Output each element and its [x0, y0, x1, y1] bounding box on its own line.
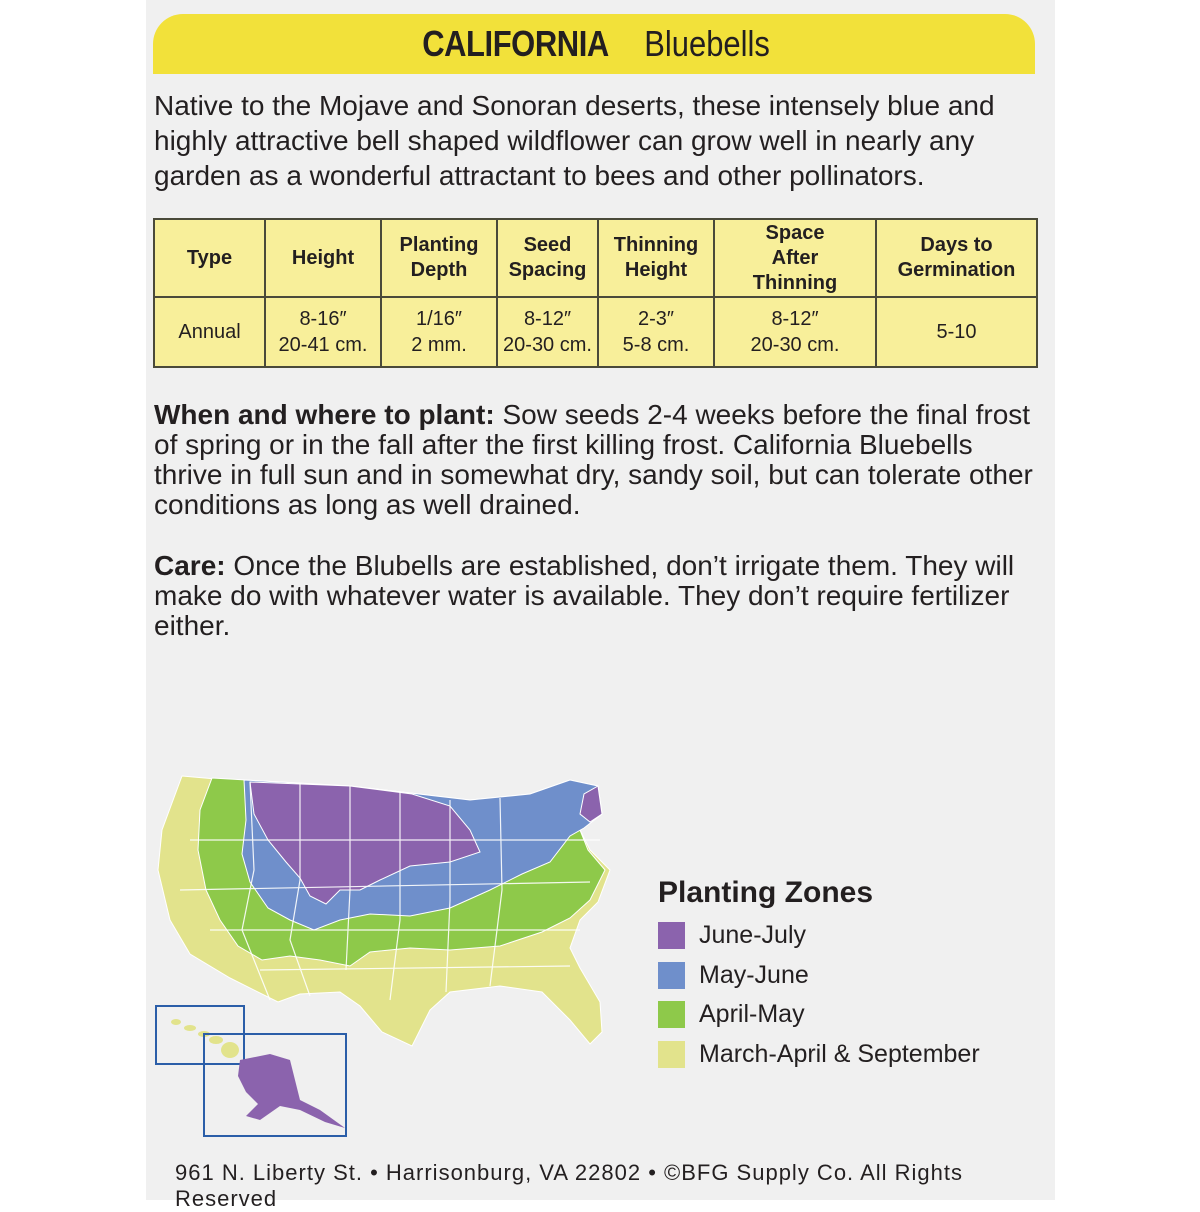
legend-label: April-May [699, 1000, 805, 1029]
legend-item [658, 1035, 980, 1075]
footer-address: 961 N. Liberty St. • Harrisonburg, VA 22802 • ©BFG Supply Co. All Rights Reserved [175, 1160, 963, 1211]
cell-type: Annual [154, 297, 265, 367]
header-thinning-height: Thinning Height [598, 219, 714, 297]
when-where-text: Sow seeds 2-4 weeks before the final frost of spring or in the fall after the first killing frost. California Bluebells thrive in full sun and in somewhat dry, sandy soil, but can tolerate other conditions as long as well drained. [154, 399, 1033, 520]
title-bar [153, 14, 1035, 74]
title-regular: Bluebells [644, 23, 771, 64]
cell-thinning-height: 2-3″ 5-8 cm. [598, 297, 714, 367]
header-seed-spacing: Seed Spacing [497, 219, 598, 297]
table-header-row [154, 219, 1037, 297]
legend-item [658, 916, 980, 956]
care-text: Once the Blubells are established, don’t irrigate them. They will make do with whatever water is available. They don’t require fertilizer either. [154, 550, 1015, 641]
planting-zones-legend [658, 876, 980, 1074]
header-days-to-germination: Days to Germination [876, 219, 1037, 297]
cell-space-after-thinning: 8-12″ 20-30 cm. [714, 297, 876, 367]
legend-title: Planting Zones [658, 876, 874, 909]
when-where-paragraph [154, 400, 1034, 520]
legend-swatch [658, 922, 685, 949]
header-space-after-thinning: Space After Thinning [714, 219, 876, 297]
header-height: Height [265, 219, 381, 297]
cell-seed-spacing: 8-12″ 20-30 cm. [497, 297, 598, 367]
care-label: Care: [154, 550, 226, 581]
header-type: Type [154, 219, 265, 297]
legend-swatch [658, 962, 685, 989]
legend-swatch [658, 1041, 685, 1068]
legend-item [658, 995, 980, 1035]
cell-height: 8-16″ 20-41 cm. [265, 297, 381, 367]
cell-planting-depth: 1/16″ 2 mm. [381, 297, 497, 367]
planting-specs-table [153, 218, 1038, 368]
title-bold: CALIFORNIA [422, 23, 610, 64]
legend-label: March-April & September [699, 1039, 980, 1068]
legend-item [658, 956, 980, 996]
header-planting-depth: Planting Depth [381, 219, 497, 297]
legend-label: May-June [699, 960, 809, 989]
planting-zone-map [150, 770, 670, 1150]
care-paragraph [154, 551, 1034, 641]
cell-days-to-germination: 5-10 [876, 297, 1037, 367]
legend-label: June-July [699, 921, 806, 950]
alaska-shape [238, 1054, 345, 1128]
legend-swatch [658, 1001, 685, 1028]
table-row [154, 297, 1037, 367]
when-where-label: When and where to plant: [154, 399, 495, 430]
intro-paragraph: Native to the Mojave and Sonoran deserts, these intensely blue and highly attractive bell shaped wildflower can grow well in nearly any garden as a wonderful attractant to bees and other pollinators. [154, 90, 995, 191]
